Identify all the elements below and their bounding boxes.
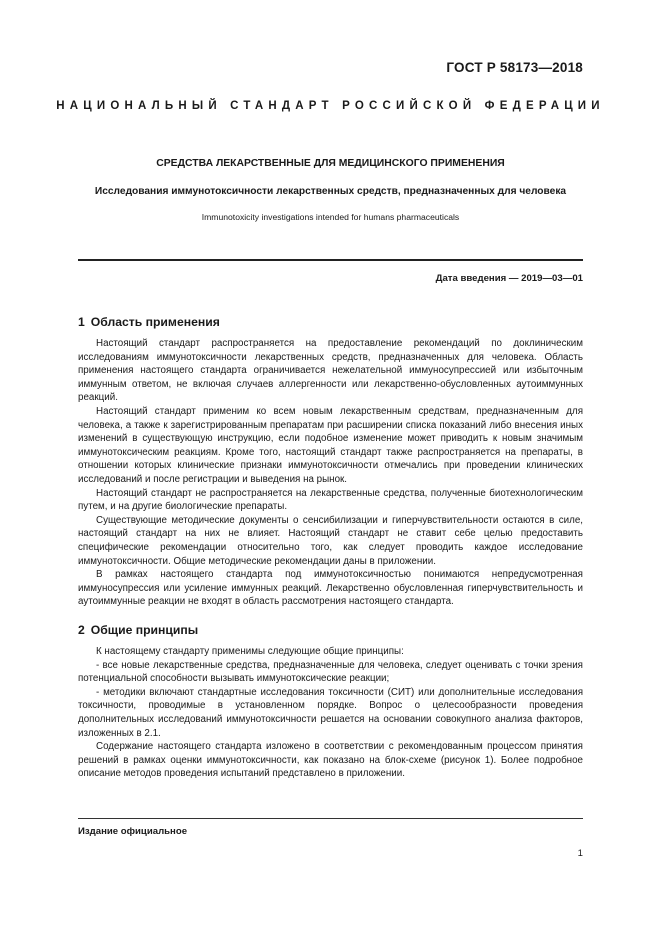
page-number: 1 xyxy=(577,848,583,859)
section-1-paragraph: Настоящий стандарт не распространяется на лекарственные средства, полученные биотехнологическим путем, и на другие биологические препараты. xyxy=(78,487,583,513)
national-standard-title: НАЦИОНАЛЬНЫЙ СТАНДАРТ РОССИЙСКОЙ ФЕДЕРАЦИИ xyxy=(56,100,605,112)
section-1-body xyxy=(78,337,583,609)
section-2-body xyxy=(78,645,583,781)
section-1-heading xyxy=(78,315,220,329)
introduction-date: Дата введения — 2019—03—01 xyxy=(435,273,583,284)
section-2-number: 2 xyxy=(78,623,85,637)
section-1-paragraph: В рамках настоящего стандарта под иммунотоксичностью понимаются непредусмотренная иммуносупрессия или усиление иммунных реакций. Лекарственно обусловленная гиперчувствительность и аутоиммунные реакции не входят в область рассмотрения настоящего стандарта. xyxy=(78,569,583,608)
standard-code: ГОСТ Р 58173—2018 xyxy=(446,60,583,75)
footer-divider xyxy=(78,818,583,819)
document-title-english: Immunotoxicity investigations intended for humans pharmaceuticals xyxy=(201,212,460,222)
header-divider xyxy=(78,259,583,261)
section-1-paragraph: Существующие методические документы о сенсибилизации и гиперчувствительности остаются в силе, настоящий стандарт на них не влияет. Настоящий стандарт не ставит себе целью предоставить специфические рекомендации относительно того, как следует проводить каждое исследование иммунотоксичности. Общие методические рекомендации даны в приложении. xyxy=(78,514,583,567)
section-2-heading xyxy=(78,623,198,637)
section-2-list-item: - все новые лекарственные средства, предназначенные для человека, следует оценивать с точки зрения потенциальной способности вызывать иммунотоксические реакции; xyxy=(78,659,583,685)
document-title: СРЕДСТВА ЛЕКАРСТВЕННЫЕ ДЛЯ МЕДИЦИНСКОГО ПРИМЕНЕНИЯ xyxy=(156,158,505,169)
document-subtitle: Исследования иммунотоксичности лекарственных средств, предназначенных для человека xyxy=(94,186,567,197)
section-2-list-item: - методики включают стандартные исследования токсичности (СИТ) или дополнительные исследования токсичности, проводимые в установленном порядке. Вопрос о целесообразности проведения дополнительных исследований иммунотоксичности решается на основании совокупного анализа факторов, изложенных в 2.1. xyxy=(78,686,583,739)
section-1-paragraph: Настоящий стандарт распространяется на предоставление рекомендаций по доклиническим исследованиям иммунотоксичности лекарственных средств, предназначенных для человека. Область применения настоящего стандарта ограничивается нежелательной иммуносупрессией или избыточным иммунным ответом, не включая случаев аллергенности или лекарственно-обусловленных аутоиммунных реакций. xyxy=(78,338,583,404)
section-1-paragraph: Настоящий стандарт применим ко всем новым лекарственным средствам, предназначенным для человека, а также к зарегистрированным препаратам при расширении списка показаний либо внесения иных изменений в существующую инструкцию, если подобное изменение может приводить к новым значимым иммунотоксическим реакциям. Кроме того, настоящий стандарт также распространяется на препараты, в отношении которых клинические признаки иммунотоксичности отмечались при проведении клинических исследований и после регистрации и выведения на рынок. xyxy=(78,405,583,485)
section-1-number: 1 xyxy=(78,315,85,329)
section-2-title: Общие принципы xyxy=(90,623,199,637)
section-2-paragraph: К настоящему стандарту применимы следующие общие принципы: xyxy=(96,646,404,657)
section-2-paragraph: Содержание настоящего стандарта изложено в соответствии с рекомендованным процессом принятия решений в рамках оценки иммунотоксичности, как показано на блок-схеме (рисунок 1). Более подробное описание методов проведения испытаний представлено в приложении. xyxy=(78,741,583,780)
official-edition-label: Издание официальное xyxy=(78,826,188,837)
section-1-title: Область применения xyxy=(90,315,220,329)
